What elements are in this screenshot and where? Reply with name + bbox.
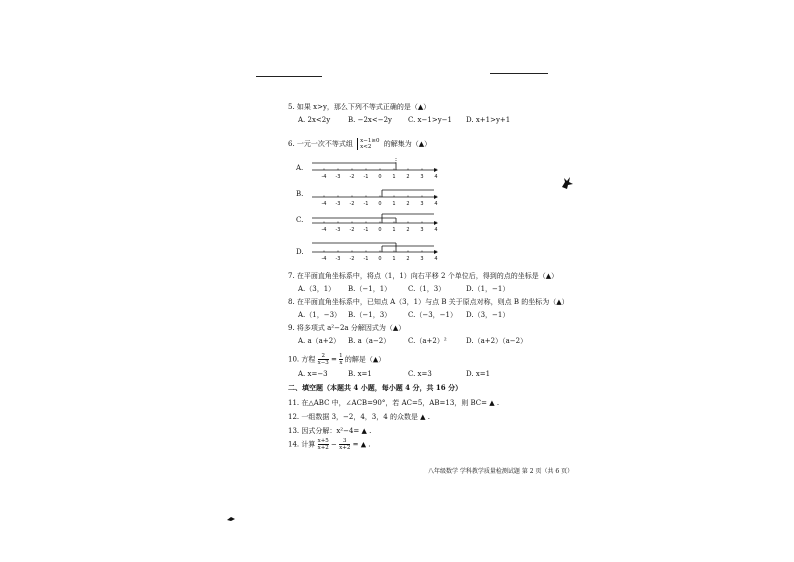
q14-frac2-num: 3: [339, 438, 350, 445]
q6-system-line1: x−1≥0: [360, 138, 380, 144]
tick-label: 3: [420, 227, 424, 233]
tick-label: -1: [363, 201, 369, 207]
tick-label: -2: [349, 256, 355, 262]
number-line-c: [310, 209, 440, 235]
tick-label: -3: [335, 174, 341, 180]
tick-label: -4: [321, 227, 327, 233]
tick-label: -2: [349, 227, 355, 233]
q8-option-a: A.（1，−3）: [298, 311, 342, 319]
q9-option-b: B. a（a−2）: [348, 337, 391, 345]
q5-option-a: A. 2x<2y: [298, 116, 331, 124]
q8-option-d: D.（3，−1）: [466, 311, 510, 319]
number-line-d: [310, 238, 440, 264]
section-2-title: 二、填空题（本题共 4 小题，每小题 4 分，共 16 分）: [288, 383, 463, 392]
tick-label: 4: [434, 227, 438, 233]
tick-label: -4: [321, 256, 327, 262]
question-10-stem: [288, 353, 385, 366]
q10-equals: =: [331, 355, 337, 364]
q9-option-c: C.（a+2）²: [408, 337, 447, 345]
number-line-b: [310, 183, 440, 209]
top-rule-left: [256, 76, 322, 77]
tick-label: -3: [335, 201, 341, 207]
tick-label: 3: [420, 201, 424, 207]
q14-frac1-num: x+5: [317, 438, 329, 444]
q14-frac1-den: x+2: [317, 445, 329, 451]
q14-fraction-2: [339, 438, 350, 451]
tick-label: -1: [363, 256, 369, 262]
question-12: 12. 一组数据 3，−2，4，3，4 的众数是 ▲ .: [288, 413, 430, 421]
q14-pre: 14. 计算: [288, 440, 316, 449]
top-rule-right: [490, 73, 548, 74]
q6-label-a: A.: [296, 164, 304, 172]
tick-label: 3: [420, 256, 424, 262]
ink-smudge-icon: [560, 176, 574, 190]
q7-option-d: D.（1，−1）: [466, 285, 510, 293]
q6-stem-tail: 的解集为（▲）: [383, 140, 432, 148]
tick-label: 2: [406, 256, 410, 262]
tick-label: 1: [392, 174, 396, 180]
q10-frac2-num: 1: [339, 353, 343, 359]
number-line-a: [310, 156, 440, 182]
q6-system-line2: x<2: [360, 144, 372, 150]
q10-frac2-den: x: [339, 360, 343, 366]
tick-label: 2: [406, 227, 410, 233]
tick-label: 2: [406, 201, 410, 207]
q7-option-b: B.（−1，1）: [348, 285, 392, 293]
q10-frac1-den: x−3: [317, 360, 329, 366]
tick-label: -3: [335, 256, 341, 262]
tick-label: 0: [378, 227, 382, 233]
q7-option-a: A.（3，1）: [298, 285, 336, 293]
tick-label: 0: [378, 256, 382, 262]
q14-minus: −: [331, 440, 337, 449]
q5-option-d: D. x+1>y+1: [466, 116, 511, 124]
q10-fraction-2: [339, 353, 343, 366]
q10-option-b: B. x=1: [348, 370, 372, 378]
ink-speck-icon: [227, 517, 235, 521]
q10-fraction-1: [318, 353, 329, 366]
q8-option-b: B.（−1，3）: [348, 311, 392, 319]
question-14: [288, 438, 371, 451]
q6-stem-head: 6. 一元一次不等式组: [288, 140, 353, 148]
page-footer: 八年级数学 学科教学质量检测试题 第 2 页（共 6 页）: [428, 468, 574, 475]
tick-label: -2: [349, 201, 355, 207]
q7-option-c: C.（1，3）: [408, 285, 446, 293]
tick-label: 3: [420, 174, 424, 180]
tick-label: 2: [406, 174, 410, 180]
tick-label: 0: [378, 201, 382, 207]
q14-tail: = ▲ .: [352, 440, 371, 449]
question-13: 13. 因式分解：x²−4= ▲ .: [288, 427, 372, 435]
tick-label: -1: [363, 174, 369, 180]
q6-system: [357, 138, 379, 150]
q6-label-c: C.: [296, 216, 304, 224]
tick-label: -1: [363, 227, 369, 233]
q9-option-a: A. a（a+2）: [298, 337, 341, 345]
tick-label: -3: [335, 227, 341, 233]
tick-label: 0: [378, 174, 382, 180]
tick-label: 4: [434, 201, 438, 207]
q10-option-a: A. x=−3: [298, 370, 328, 378]
tick-label: -4: [321, 174, 327, 180]
q5-option-c: C. x−1>y−1: [408, 116, 452, 124]
question-5-stem: 5. 如果 x>y，那么下列不等式正确的是（▲）: [288, 103, 431, 111]
q10-stem-pre: 10. 方程: [288, 355, 316, 364]
tick-label: 4: [434, 256, 438, 262]
q9-option-d: D.（a+2）（a−2）: [466, 337, 528, 345]
tick-label: -2: [349, 174, 355, 180]
question-11: 11. 在△ABC 中，∠ACB=90°，若 AC=5，AB=13，则 BC= ▲ .: [288, 399, 500, 407]
q10-stem-tail: 的解是（▲）: [344, 355, 386, 364]
q10-option-c: C. x=3: [408, 370, 432, 378]
question-7-stem: 7. 在平面直角坐标系中，将点（1，1）向右平移 2 个单位后，得到的点的坐标是（▲）: [288, 272, 559, 280]
q8-option-c: C.（−3，−1）: [408, 311, 457, 319]
q14-fraction-1: [318, 438, 329, 451]
tick-label: 1: [392, 256, 396, 262]
q5-option-b: B. −2x<−2y: [348, 116, 392, 124]
question-6-stem: [288, 138, 431, 150]
question-9-stem: 9. 将多项式 a²−2a 分解因式为（▲）: [288, 324, 406, 332]
q6-label-b: B.: [296, 190, 304, 198]
q10-option-d: D. x=1: [466, 370, 491, 378]
tick-label: 1: [392, 227, 396, 233]
q6-label-d: D.: [296, 248, 304, 256]
question-8-stem: 8. 在平面直角坐标系中，已知点 A（3，1）与点 B 关于原点对称，则点 B 的坐标为（▲）: [288, 298, 569, 306]
tick-label: 4: [434, 174, 438, 180]
tick-label: -4: [321, 201, 327, 207]
q10-frac1-num: 2: [318, 353, 329, 360]
tick-label: 1: [392, 201, 396, 207]
q14-frac2-den: x+2: [339, 445, 351, 451]
